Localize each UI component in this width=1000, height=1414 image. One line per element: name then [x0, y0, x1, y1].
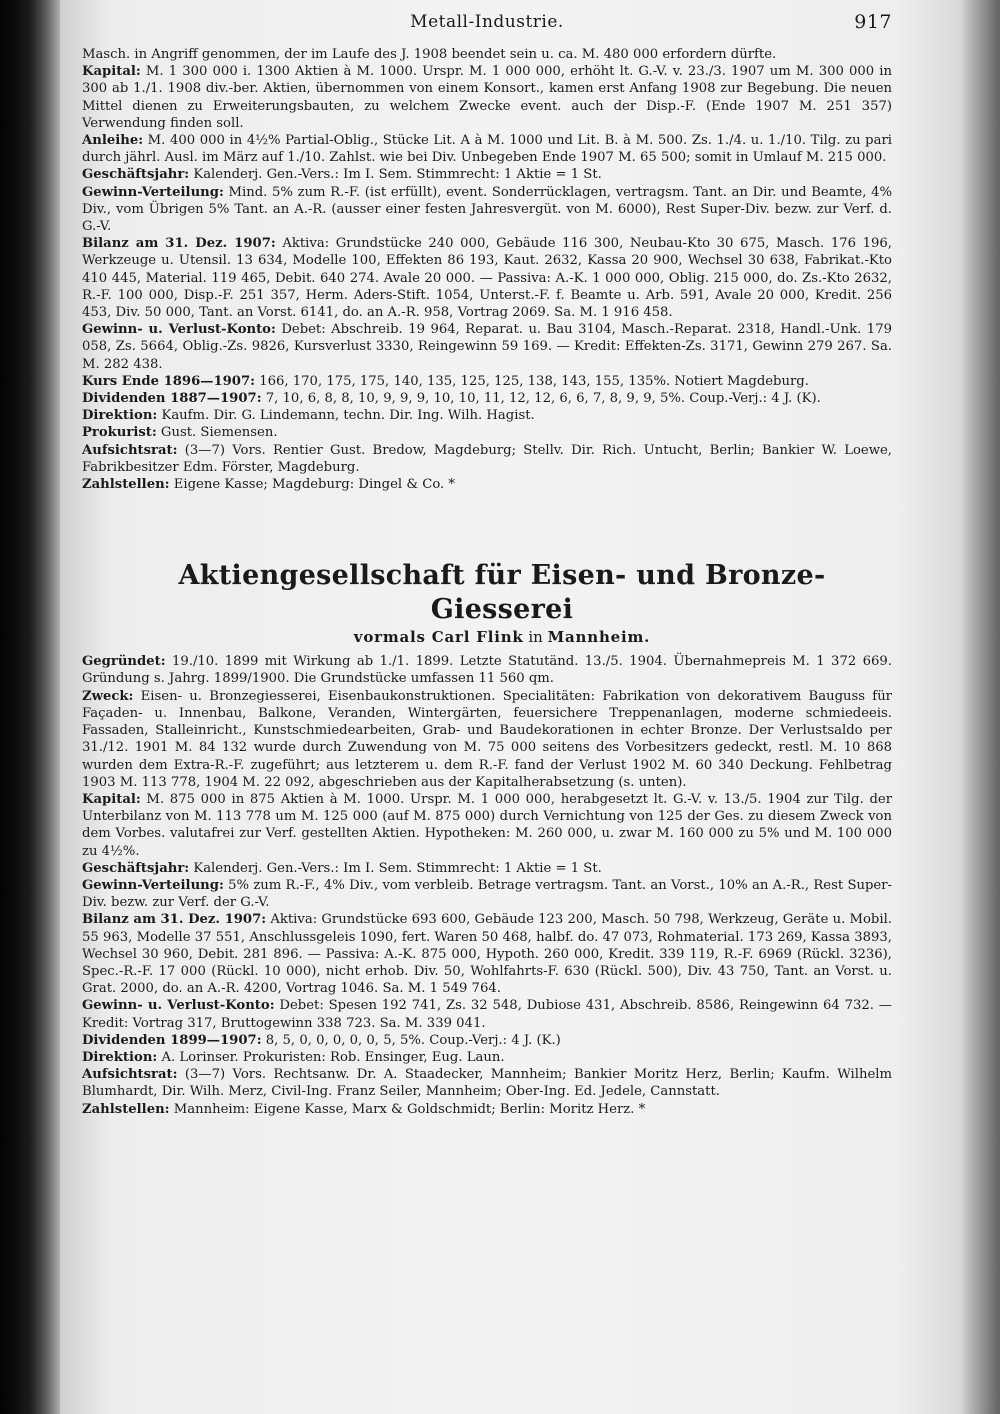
entry-text: Aktiva: Grundstücke 693 600, Gebäude 123 200, Masch. 50 798, Werkzeug, Geräte u. Mobil. 55 963, Modelle 37 551, Anschlussgeleis 1090, fert. Waren 50 468, halbf. do. 47 073, Rohmaterial. 173 269, Kassa 3893, Wechsel 30 960, Debit. 281 896. — Passiva: A.-K. 875 000, Hypoth. 260 000, Kredit. 339 119, R.-F. 6969 (Rückl. 3236), Spec.-R.-F. 17 000 (Rückl. 10 000), nicht erhob. Div. 50, Wohlfahrts-F. 630 (Rückl. 500), Div. 43 750, Tant. an Vorst. u. Grat. 2000, do. an A.-R. 4200, Vortrag 1046. Sa. M. 1 549 764. [82, 912, 892, 997]
entry-text: Kalenderj. Gen.-Vers.: Im I. Sem. Stimmrecht: 1 Aktie = 1 St. [189, 167, 602, 183]
entry-paragraph [82, 653, 892, 687]
entry-paragraph [82, 1066, 892, 1100]
company-title: Aktiengesellschaft für Eisen- und Bronze-Giesserei [178, 560, 826, 626]
entry-text: 7, 10, 6, 8, 8, 10, 9, 9, 9, 10, 10, 11, 12, 12, 6, 6, 7, 8, 9, 9, 5%. Coup.-Verj.: 4 J. (K). [261, 391, 821, 407]
binding-shadow [0, 0, 60, 1414]
subtitle-connector: in [523, 628, 548, 647]
entry-key: Prokurist: [82, 425, 157, 441]
entry-key: Anleihe: [82, 133, 144, 149]
entry-key: Geschäftsjahr: [82, 860, 190, 876]
entry-text: (3—7) Vors. Rentier Gust. Bredow, Magdeburg; Stellv. Dir. Rich. Untucht, Berlin; Bankier W. Loewe, Fabrikbesitzer Edm. Förster, Magdeburg. [82, 442, 892, 475]
entry-text: Kaufm. Dir. G. Lindemann, techn. Dir. Ing. Wilh. Hagist. [157, 408, 535, 424]
entry-key: Aufsichtsrat: [82, 442, 178, 458]
entry-paragraph [82, 877, 892, 911]
entry-key: Aufsichtsrat: [82, 1067, 178, 1083]
entry-key: Bilanz am 31. Dez. 1907: [82, 912, 267, 928]
entry-text: M. 1 300 000 i. 1300 Aktien à M. 1000. Urspr. M. 1 000 000, erhöht lt. G.-V. v. 23./3. 1907 um M. 300 000 in 300 ab 1./1. 1908 div.-ber. Aktien, übernommen von einem Konsort., kamen erst Anfang 1908 zur Begebung. Die neuen Mittel dienen zu Erweiterungsbauten, zu welchem Zwecke event. auch der Disp.-F. (Ende 1907 M. 251 357) Verwendung finden soll. [82, 64, 892, 131]
entry-key: Kapital: [82, 791, 141, 807]
entry-paragraph [82, 688, 892, 791]
entry-paragraph [82, 63, 892, 132]
entry-key: Gewinn-Verteilung: [82, 877, 224, 893]
entry-text: A. Lorinser. Prokuristen: Rob. Ensinger, Eug. Laun. [157, 1049, 505, 1065]
entry-paragraph [82, 476, 892, 493]
subtitle-city: Mannheim. [547, 628, 651, 647]
entry-key: Kapital: [82, 64, 141, 80]
entry-paragraph [82, 1049, 892, 1066]
entry-text: Mannheim: Eigene Kasse, Marx & Goldschmidt; Berlin: Moritz Herz. * [169, 1101, 646, 1117]
entry-key: Dividenden 1887—1907: [82, 391, 262, 407]
entry-paragraph [82, 1101, 892, 1118]
entry-text: Aktiva: Grundstücke 240 000, Gebäude 116 300, Neubau-Kto 30 675, Masch. 176 196, Werkzeuge u. Utensil. 13 634, Modelle 100, Effekten 86 193, Kaut. 2632, Kassa 20 900, Wechsel 30 638, Fabrikat.-Kto 410 445, Material. 119 465, Debit. 640 274. Avale 20 000. — Passiva: A.-K. 1 000 000, Oblig. 215 000, do. Zs.-Kto 2632, R.-F. 100 000, Disp.-F. 251 357, Herm. Aders-Stift. 1054, Unterst.-F. f. Beamte u. Arb. 591, Avale 20 000, Kredit. 256 453, Div. 50 000, Tant. an Vorst. 6141, do. an A.-R. 958, Vortrag 2069. Sa. M. 1 916 458. [82, 236, 892, 321]
section-gap [82, 493, 892, 559]
entry-key: Gewinn- u. Verlust-Konto: [82, 998, 275, 1014]
entry-text: Gust. Siemensen. [156, 425, 278, 441]
entry-text: M. 400 000 in 4½% Partial-Oblig., Stücke Lit. A à M. 1000 und Lit. B. à M. 500. Zs. 1./4. u. 1./10. Tilg. zu pari durch jährl. Ausl. im März auf 1./10. Zahlst. wie bei Div. Unbegeben Ende 1907 M. 65 500; somit in Umlauf M. 215 000. [82, 133, 892, 166]
entry-text: Debet: Abschreib. 19 964, Reparat. u. Bau 3104, Masch.-Reparat. 2318, Handl.-Unk. 179 058, Zs. 5664, Oblig.-Zs. 9826, Kursverlust 3330, Reingewinn 59 169. — Kredit: Effekten-Zs. 3171, Gewinn 279 267. Sa. M. 282 438. [82, 322, 892, 372]
entry-text: 19./10. 1899 mit Wirkung ab 1./1. 1899. Letzte Statutänd. 13./5. 1904. Übernahmepreis M. 1 372 669. Gründung s. Jahrg. 1899/1900. Die Grundstücke umfassen 11 560 qm. [82, 654, 892, 687]
page-number: 917 [854, 11, 892, 33]
page-edge-shadow [960, 0, 1000, 1414]
entry-text: 8, 5, 0, 0, 0, 0, 0, 5, 5%. Coup.-Verj.: 4 J. (K.) [261, 1032, 561, 1048]
entry-paragraph [82, 166, 892, 183]
entry-paragraph [82, 184, 892, 236]
entry-text: Kalenderj. Gen.-Vers.: Im I. Sem. Stimmrecht: 1 Aktie = 1 St. [189, 860, 602, 876]
entry-paragraph [82, 860, 892, 877]
entry-paragraph [82, 132, 892, 166]
entry-key: Bilanz am 31. Dez. 1907: [82, 236, 276, 252]
entry-paragraph [82, 791, 892, 860]
entry-text: Eisen- u. Bronzegiesserei, Eisenbaukonstruktionen. Specialitäten: Fabrikation von dekorativem Bauguss für Façaden- u. Innenbau, Balkone, Veranden, Wintergärten, feuersichere Treppenanlagen, moderne schmiedeeis. Fassaden, Stalleinricht., Kunstschmiedearbeiten, Grab- und Baudekorationen in echter Bronze. Der Verlustsaldo per 31./12. 1901 M. 84 132 wurde durch Zuwendung von M. 75 000 seitens des Vorbesitzers gedeckt, restl. M. 10 868 wurden dem Extra-R.-F. zugeführt; aus letzterem u. dem R.-F. fand der Verlust 1902 M. 60 340 Deckung. Fehlbetrag 1903 M. 113 778, 1904 M. 22 092, abgeschrieben aus der Kapitalherabsetzung (s. unten). [82, 688, 892, 790]
entry-block-company [82, 653, 892, 1117]
entry-key: Gewinn-Verteilung: [82, 184, 224, 200]
entry-text: Masch. in Angriff genommen, der im Laufe des J. 1908 beendet sein u. ca. M. 480 000 erfordern dürfte. [82, 47, 777, 62]
page-content [82, 11, 892, 1118]
entry-text: 5% zum R.-F., 4% Div., vom verbleib. Betrage vertragsm. Tant. an Vorst., 10% an A.-R., Rest Super-Div. bezw. zur Verf. der G.-V. [82, 877, 892, 911]
entry-key: Direktion: [82, 1049, 158, 1065]
entry-key: Gegründet: [82, 654, 166, 670]
entry-paragraph [82, 911, 892, 997]
entry-paragraph [82, 442, 892, 476]
entry-block-continued [82, 46, 892, 493]
entry-text: M. 875 000 in 875 Aktien à M. 1000. Urspr. M. 1 000 000, herabgesetzt lt. G.-V. v. 13./5. 1904 zur Tilg. der Unterbilanz von M. 113 778 um M. 125 000 (auf M. 875 000) durch Vernichtung von 125 der Ges. zu diesem Zweck von dem Vorbes. valutafrei zur Verf. gestellten Aktien. Hypotheken: M. 260 000, u. zwar M. 160 000 zu 5% und M. 100 000 zu 4½%. [82, 791, 892, 859]
entry-key: Gewinn- u. Verlust-Konto: [82, 322, 276, 338]
entry-key: Geschäftsjahr: [82, 167, 190, 183]
subtitle-former-name: vormals Carl Flink [353, 628, 524, 647]
entry-paragraph [82, 424, 892, 441]
entry-key: Zahlstellen: [82, 1101, 170, 1117]
header-title: Metall-Industrie. [410, 12, 564, 32]
entry-text: Eigene Kasse; Magdeburg: Dingel & Co. * [169, 477, 456, 493]
entry-text: Mind. 5% zum R.-F. (ist erfüllt), event. Sonderrücklagen, vertragsm. Tant. an Dir. und Beamte, 4% Div., vom Übrigen 5% Tant. an A.-R. (ausser einer festen Jahresvergüt. von M. 6000), Rest Super-Div. bezw. zur Verf. d. G.-V. [82, 184, 892, 235]
entry-text: (3—7) Vors. Rechtsanw. Dr. A. Staadecker, Mannheim; Bankier Moritz Herz, Berlin; Kaufm. Wilhelm Blumhardt, Dir. Wilh. Merz, Civil-Ing. Franz Seiler, Mannheim; Ober-Ing. Ed. Jedele, Cannstatt. [82, 1067, 892, 1100]
entry-paragraph [82, 997, 892, 1031]
entry-key: Direktion: [82, 408, 158, 424]
running-header [82, 11, 892, 46]
entry-key: Zweck: [82, 688, 134, 704]
entry-paragraph [82, 1032, 892, 1049]
entry-paragraph [82, 373, 892, 390]
entry-key: Zahlstellen: [82, 477, 170, 493]
company-subtitle [112, 627, 892, 647]
entry-paragraph [82, 235, 892, 321]
entry-key: Kurs Ende 1896—1907: [82, 373, 256, 389]
entry-text: 166, 170, 175, 175, 140, 135, 125, 125, 138, 143, 155, 135%. Notiert Magdeburg. [255, 373, 809, 389]
entry-paragraph [82, 407, 892, 424]
entry-text: Debet: Spesen 192 741, Zs. 32 548, Dubiose 431, Abschreib. 8586, Reingewinn 64 732. — Kredit: Vortrag 317, Bruttogewinn 338 723. Sa. M. 339 041. [82, 998, 892, 1031]
entry-paragraph [82, 321, 892, 373]
entry-paragraph [82, 46, 892, 63]
entry-key: Dividenden 1899—1907: [82, 1032, 262, 1048]
entry-paragraph [82, 390, 892, 407]
